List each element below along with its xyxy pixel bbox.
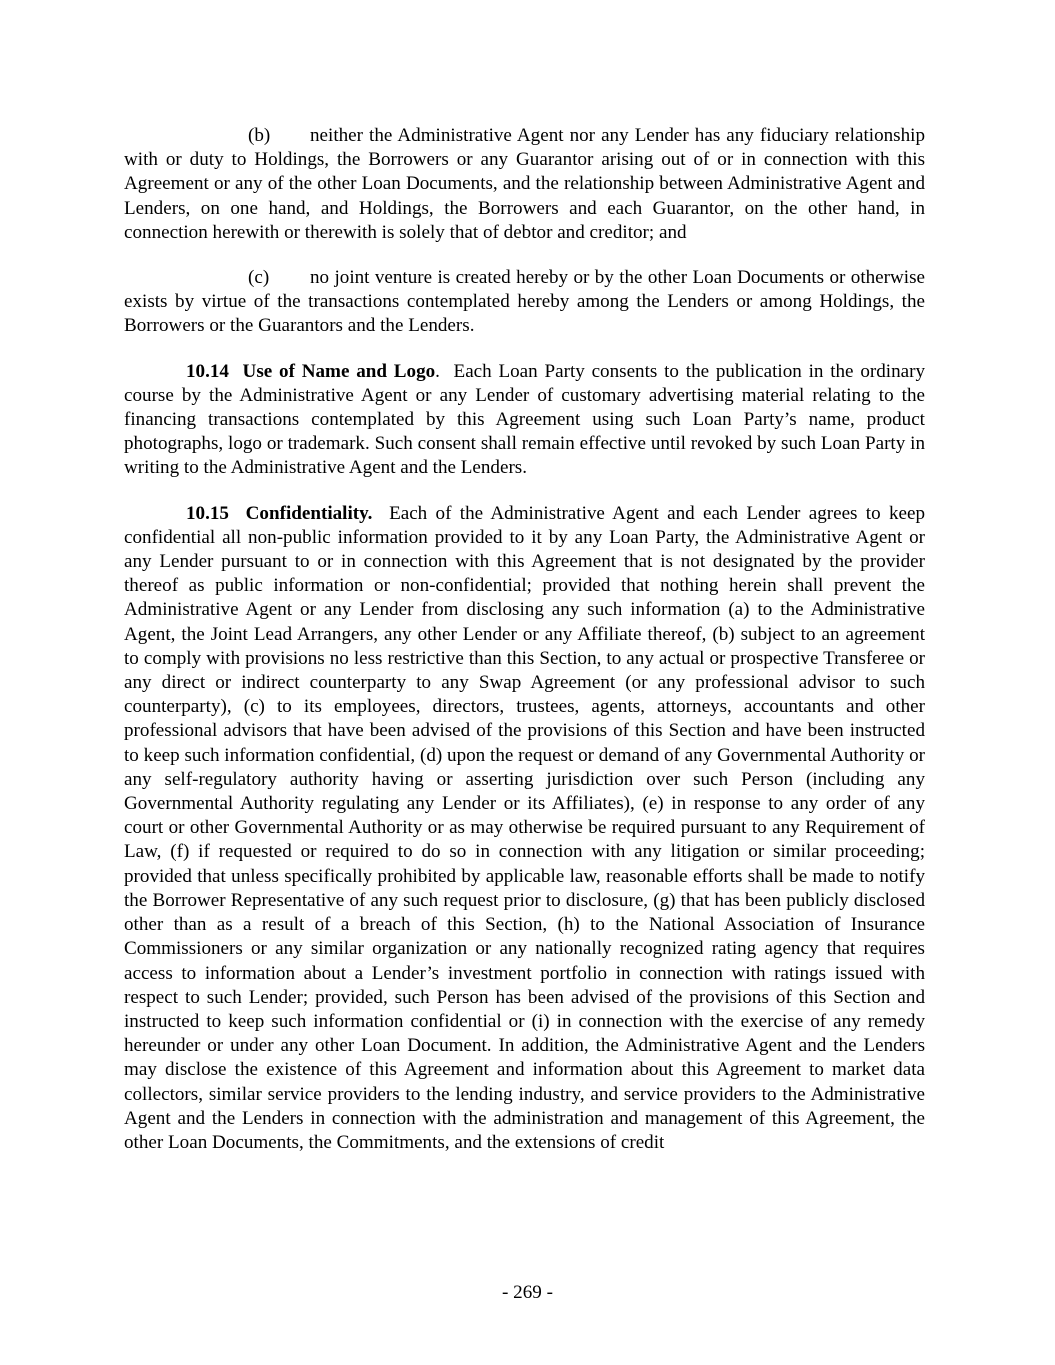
section-10-14-body: Each Loan Party consents to the publication in the ordinary course by the Administrative Agent or any Lender of customary advertising material relating to the financing transactions contemplated by this Agreement using such Loan Party’s name, product photographs, logo or trademark. Such consent shall remain effective until revoked by such Loan Party in writing to the Administrative Agent and the Lenders. (124, 360, 926, 479)
section-10-14-title: Use of Name and Logo (242, 360, 436, 382)
paragraph-c (124, 266, 925, 339)
section-10-15 (124, 502, 925, 1155)
document-page (124, 124, 925, 1176)
paragraph-b (124, 124, 925, 245)
paragraph-b-text: neither the Administrative Agent nor any Lender has any fiduciary relationship with or duty to Holdings, the Borrowers or any Guarantor arising out of or in connection with this Agreement or any of the other Loan Documents, and the relationship between Administrative Agent and Lenders, on one hand, and Holdings, the Borrowers and each Guarantor, on the other hand, in connection herewith or therewith is solely that of debtor and creditor; and (124, 125, 925, 243)
section-10-14-number: 10.14 (186, 360, 229, 382)
section-10-15-title: Confidentiality. (245, 502, 373, 524)
list-marker-c: (c) (248, 267, 270, 289)
page-number: - 269 - (502, 1282, 553, 1303)
list-marker-b: (b) (248, 125, 271, 146)
section-10-14 (124, 360, 925, 481)
section-10-15-body: Each of the Administrative Agent and each Lender agrees to keep confidential all non-public information provided to it by any Loan Party, the Administrative Agent or any Lender pursuant to or in connection with this Agreement that is not designated by the provider thereof as public information or non-confidential; provided that nothing herein shall prevent the Administrative Agent or any Lender from disclosing any such information (a) to the Administrative Agent, the Joint Lead Arrangers, any other Lender or any Affiliate thereof, (b) subject to an agreement to comply with provisions no less restrictive than this Section, to any actual or prospective Transferee or any direct or indirect counterparty to any Swap Agreement (or any professional advisor to such counterparty), (c) to its employees, directors, trustees, agents, attorneys, accountants and other professional advisors that have been advised of the provisions of this Section and have been instructed to keep such information confidential, (d) upon the request or demand of any Governmental Authority or any self-regulatory authority having or asserting jurisdiction over such Person (including any Governmental Authority regulating any Lender or its Affiliates), (e) in response to any order of any court or other Governmental Authority or as may otherwise be required pursuant to any Requirement of Law, (f) if requested or required to do so in connection with any litigation or similar proceeding; provided that unless specifically prohibited by applicable law, reasonable efforts shall be made to notify the Borrower Representative of any such request prior to disclosure, (g) that has been publicly disclosed other than as a result of a breach of this Section, (h) to the National Association of Insurance Commissioners or any similar organization or any nationally recognized rating agency that requires access to information about a Lender’s investment portfolio in connection with ratings issued with respect to such Lender; provided, such Person has been advised of the provisions of this Section and instructed to keep such information confidential or (i) in connection with the exercise of any remedy hereunder or under any other Loan Document. In addition, the Administrative Agent and the Lenders may disclose the existence of this Agreement and information about this Agreement to market data collectors, similar service providers to the lending industry, and service providers to the Administrative Agent and the Lenders in connection with the administration and management of this Agreement, the other Loan Documents, the Commitments, and the extensions of credit (124, 502, 926, 1153)
section-10-14-title-suffix: . (435, 360, 440, 382)
paragraph-c-text: no joint venture is created hereby or by the other Loan Documents or otherwise exists by virtue of the transactions contemplated hereby among the Lenders or among Holdings, the Borrowers or the Guarantors and the Lenders. (124, 267, 925, 337)
section-10-15-number: 10.15 (186, 502, 229, 524)
